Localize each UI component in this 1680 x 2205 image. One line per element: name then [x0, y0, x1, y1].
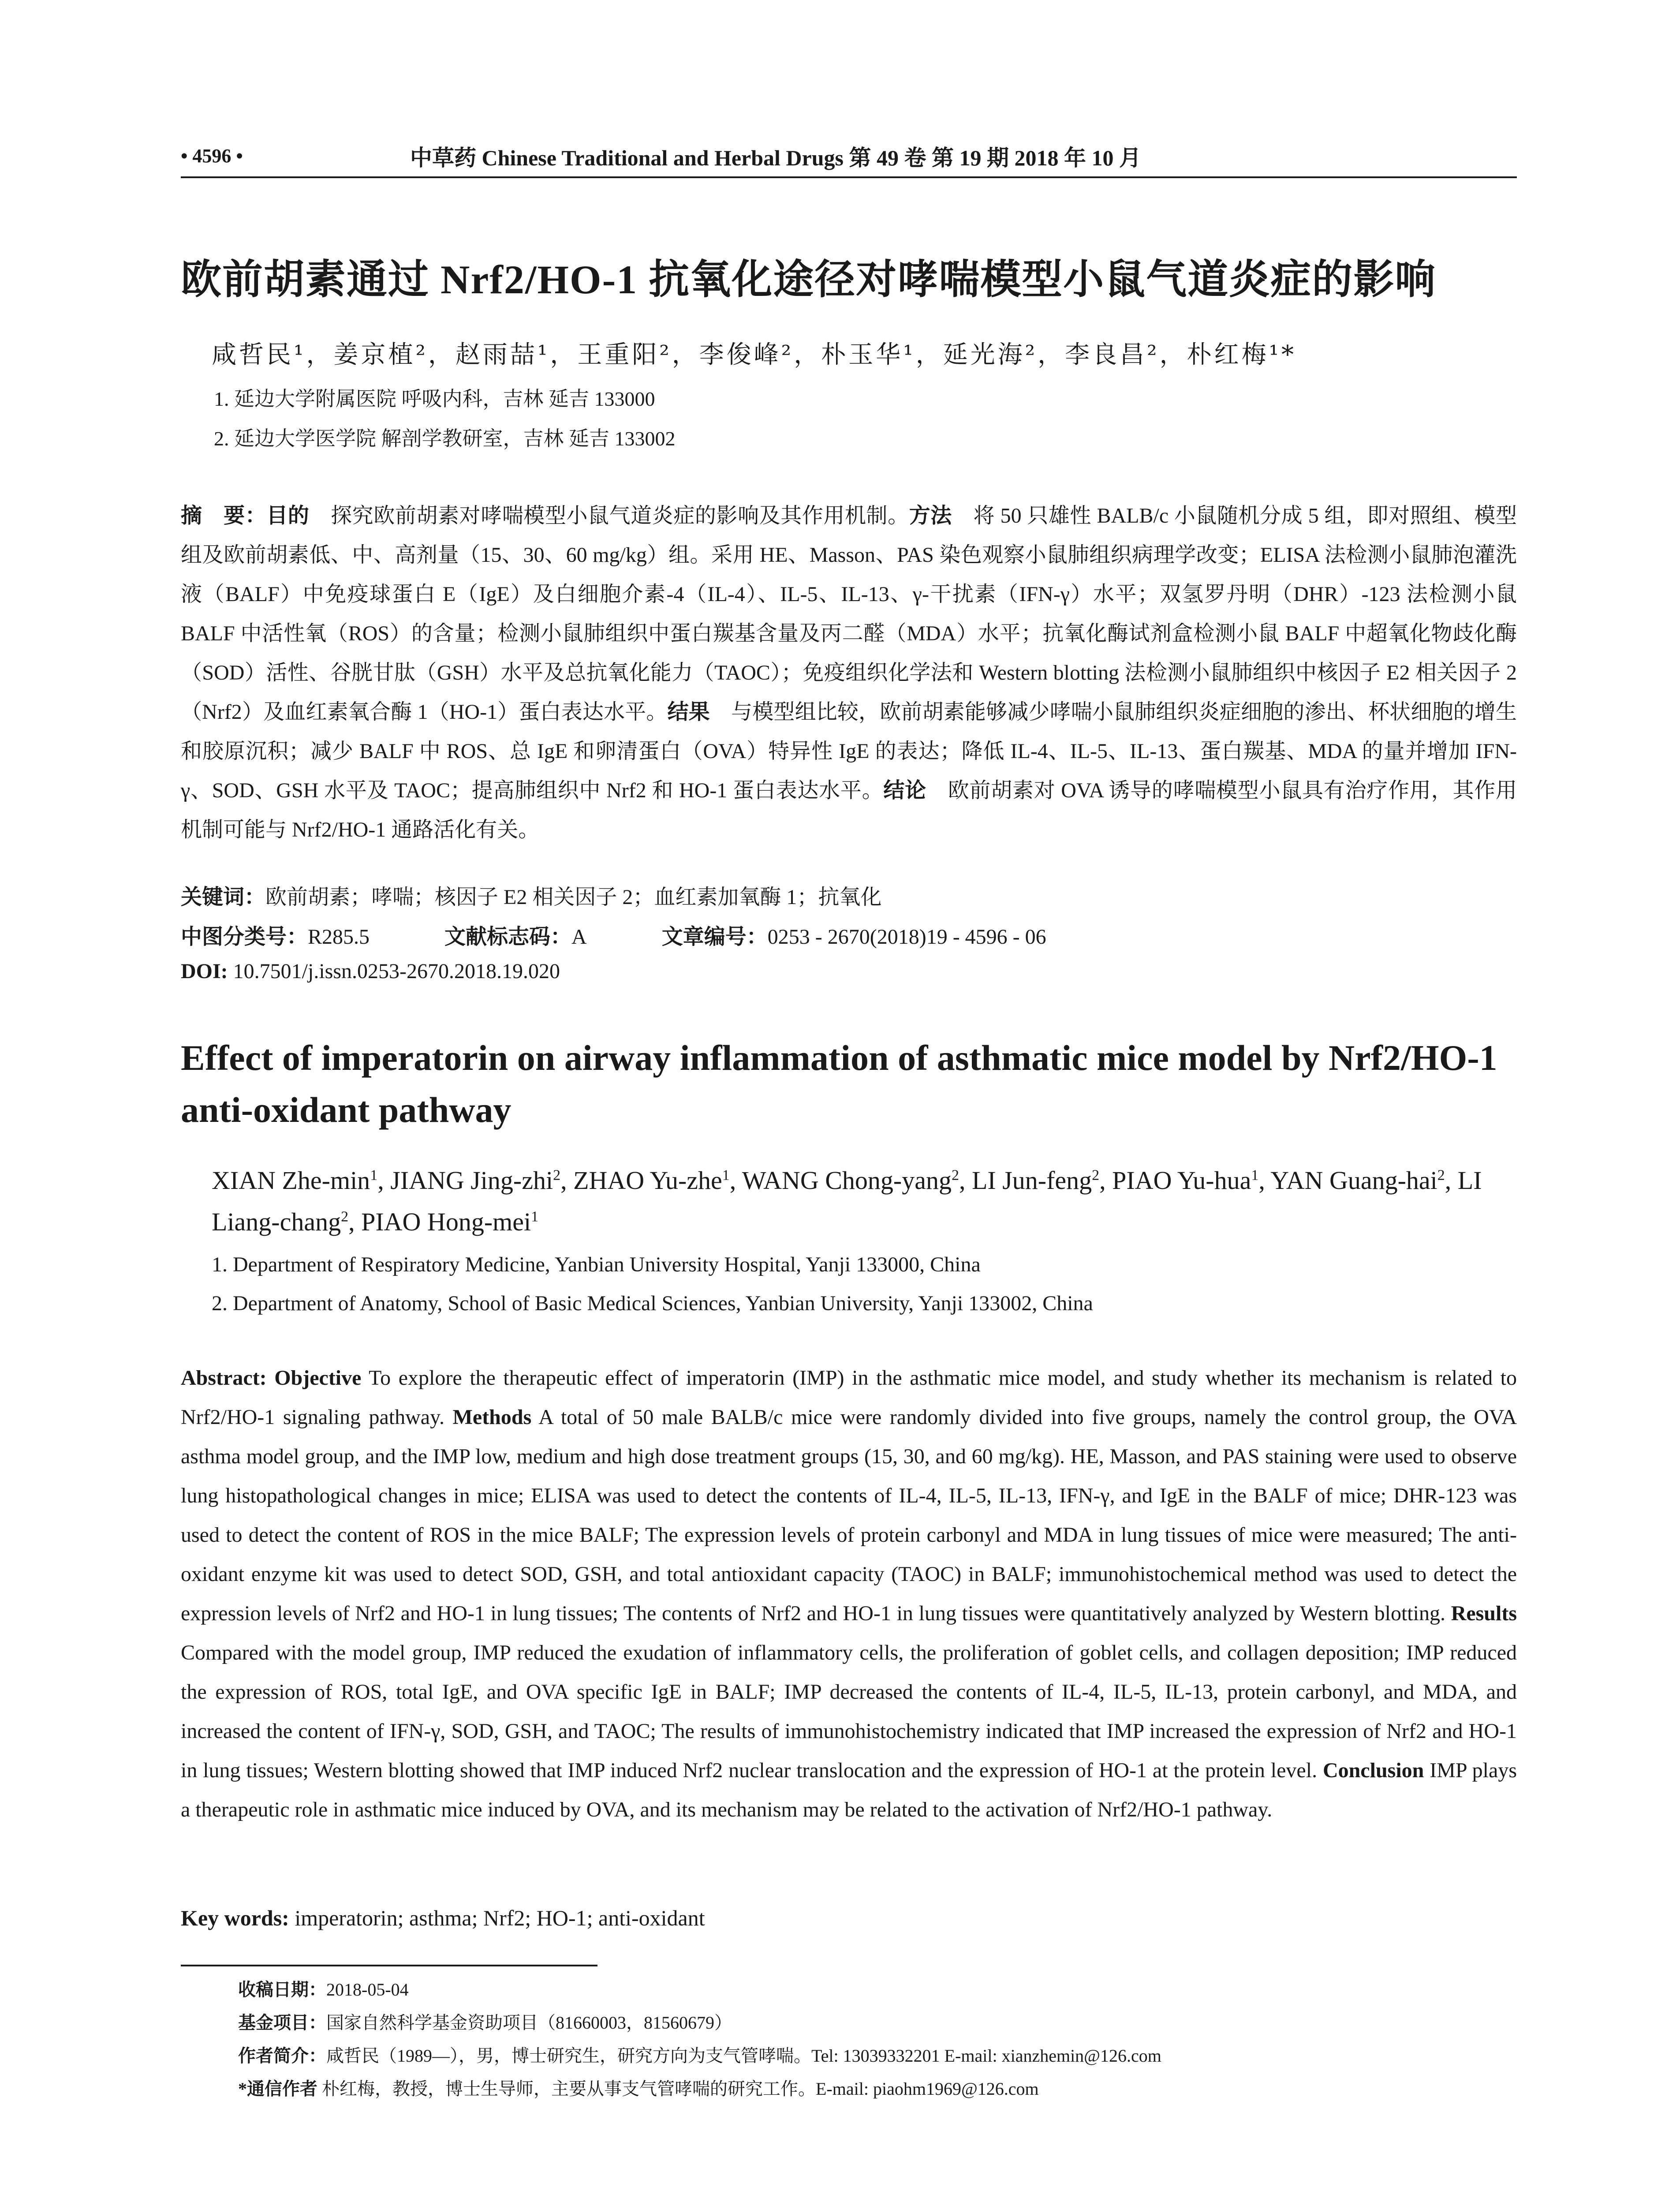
en-affiliation-2: 2. Department of Anatomy, School of Basic Medical Sciences, Yanbian University, Yanji 133002, China: [212, 1292, 1093, 1315]
en-author-name: XIAN Zhe-min: [212, 1166, 370, 1195]
doc-code-label: 文献标志码：: [444, 925, 572, 949]
cn-conclusion: 欧前胡素对 OVA 诱导的哮喘模型小鼠具有治疗作用，其作用机制可能与 Nrf2/HO-1 通路活化有关。: [181, 779, 1517, 841]
cn-results-label: 结果: [667, 700, 710, 724]
cn-abstract: [181, 496, 1517, 849]
footnote-rule: [181, 1965, 597, 1966]
en-keywords: [181, 1905, 705, 1931]
en-author-separator: ,: [1099, 1166, 1113, 1195]
en-author-affiliation-mark: 1: [722, 1167, 730, 1184]
footnote-corresponding: [238, 2075, 1039, 2100]
cn-title: 欧前胡素通过 Nrf2/HO-1 抗氧化途径对哮喘模型小鼠气道炎症的影响: [181, 257, 1437, 302]
corr-value: 朴红梅，教授，博士生导师，主要从事支气管哮喘的研究工作。E-mail: piaohm1969@126.com: [317, 2079, 1039, 2099]
clc-value: R285.5: [308, 925, 370, 949]
en-conclusion: IMP plays a therapeutic role in asthmatic mice induced by OVA, and its mechanism may be related to the activation of Nrf2/HO-1 pathway.: [181, 1759, 1517, 1821]
en-author-affiliation-mark: 1: [370, 1167, 378, 1184]
en-authors: [212, 1160, 1512, 1243]
en-author-separator: ,: [1258, 1166, 1271, 1195]
author-value: 咸哲民（1989—），男，博士研究生，研究方向为支气管哮喘。Tel: 13039332201 E-mail: xianzhemin@126.com: [326, 2046, 1161, 2066]
en-abstract-label: Abstract:: [181, 1366, 267, 1390]
cn-results: 与模型组比较，欧前胡素能够减少哮喘小鼠肺组织炎症细胞的渗出、杯状细胞的增生和胶原沉积；减少 BALF 中 ROS、总 IgE 和卵清蛋白（OVA）特异性 IgE 的表达；降低 IL-4、IL-5、IL-13、蛋白羰基、MDA 的量并增加 IFN-γ、SOD、GSH 水平及 TAOC；提高肺组织中 Nrf2 和 HO-1 蛋白表达水平。: [181, 700, 1517, 802]
cn-affiliation-1: 1. 延边大学附属医院 呼吸内科，吉林 延吉 133000: [214, 388, 655, 410]
en-title: Effect of imperatorin on airway inflammation of asthmatic mice model by Nrf2/HO-1 anti-oxidant pathway: [181, 1038, 1497, 1130]
author-label: 作者简介：: [238, 2046, 326, 2066]
en-author-separator: ,: [560, 1166, 574, 1195]
en-author-name: LI Jun-feng: [971, 1166, 1092, 1195]
doc-code-value: A: [571, 925, 587, 949]
en-author-affiliation-mark: 2: [341, 1208, 349, 1225]
doi-label: DOI:: [181, 960, 228, 983]
en-author-name: PIAO Yu-hua: [1112, 1166, 1251, 1195]
en-author-name: JIANG Jing-zhi: [390, 1166, 553, 1195]
cn-objective: 探究欧前胡素对哮喘模型小鼠气道炎症的影响及其作用机制。: [309, 504, 909, 527]
cn-keywords-label: 关键词：: [181, 886, 266, 909]
en-abstract: [181, 1358, 1517, 1829]
footnote-author: [238, 2042, 1161, 2067]
article-no-value: 0253 - 2670(2018)19 - 4596 - 06: [767, 925, 1046, 949]
en-author-separator: ,: [348, 1207, 362, 1236]
fund-value: 国家自然科学基金资助项目（81660003，81560679）: [326, 2013, 732, 2033]
en-results: Compared with the model group, IMP reduced the exudation of inflammatory cells, the proliferation of goblet cells, and collagen deposition; IMP reduced the expression of ROS, total IgE, and OVA specific IgE in BALF; IMP decreased the contents of IL-4, IL-5, IL-13, protein carbonyl, and MDA, and increased the content of IFN-γ, SOD, GSH, and TAOC; The results of immunohistochemistry indicated that IMP increased the expression of Nrf2 and HO-1 in lung tissues; Western blotting showed that IMP induced Nrf2 nuclear translocation and the expression of HO-1 at the protein level.: [181, 1641, 1517, 1782]
corr-label: *通信作者: [238, 2079, 317, 2099]
en-author-name: WANG Chong-yang: [742, 1166, 952, 1195]
en-author-separator: ,: [959, 1166, 972, 1195]
footnote-received: [238, 1976, 409, 2001]
en-objective-label: Objective: [274, 1366, 362, 1390]
en-methods: A total of 50 male BALB/c mice were randomly divided into five groups, namely the control group, the OVA asthma model group, and the IMP low, medium and high dose treatment groups (15, 30, and 60 mg/kg). HE, Masson, and PAS staining were used to observe lung histopathological changes in mice; ELISA was used to detect the contents of IL-4, IL-5, IL-13, IFN-γ, and IgE in the BALF of mice; DHR-123 was used to detect the content of ROS in the mice BALF; The expression levels of protein carbonyl and MDA in lung tissues of mice were measured; The anti-oxidant enzyme kit was used to detect SOD, GSH, and total antioxidant capacity (TAOC) in BALF; immunohistochemical method was used to detect the expression levels of Nrf2 and HO-1 in lung tissues; The contents of Nrf2 and HO-1 in lung tissues were quantitatively analyzed by Western blotting.: [181, 1405, 1517, 1625]
cn-methods-label: 方法: [909, 504, 952, 527]
fund-label: 基金项目：: [238, 2013, 326, 2033]
cn-affiliation-2: 2. 延边大学医学院 解剖学教研室，吉林 延吉 133002: [214, 427, 676, 450]
en-keywords-label: Key words:: [181, 1906, 289, 1930]
doi-value: 10.7501/j.issn.0253-2670.2018.19.020: [228, 960, 560, 983]
clc-label: 中图分类号：: [181, 925, 308, 949]
en-author-separator: ,: [729, 1166, 742, 1195]
en-author-affiliation-mark: 2: [951, 1167, 959, 1184]
en-author-name: ZHAO Yu-zhe: [573, 1166, 722, 1195]
page-number: • 4596 •: [181, 145, 243, 167]
cn-authors: 咸哲民¹，姜京植²，赵雨喆¹，王重阳²，李俊峰²，朴玉华¹，延光海²，李良昌²，朴红梅¹*: [212, 340, 1297, 369]
cn-classification: [181, 919, 1046, 950]
cn-abstract-label: 摘 要：: [181, 504, 267, 527]
header-rule: [181, 176, 1517, 178]
en-author-affiliation-mark: 2: [1437, 1167, 1445, 1184]
en-conclusion-label: Conclusion: [1322, 1759, 1424, 1782]
cn-conclusion-label: 结论: [883, 779, 926, 802]
journal-header: 中草药 Chinese Traditional and Herbal Drugs 第 49 卷 第 19 期 2018 年 10 月: [410, 146, 1141, 170]
en-author-affiliation-mark: 1: [1251, 1167, 1259, 1184]
en-author-affiliation-mark: 2: [1092, 1167, 1100, 1184]
en-author-name: PIAO Hong-mei: [361, 1207, 531, 1236]
en-affiliation-1: 1. Department of Respiratory Medicine, Yanbian University Hospital, Yanji 133000, China: [212, 1253, 981, 1276]
en-methods-label: Methods: [452, 1405, 532, 1429]
en-author-affiliation-mark: 2: [553, 1167, 561, 1184]
en-author-separator: ,: [377, 1166, 391, 1195]
cn-methods: 将 50 只雄性 BALB/c 小鼠随机分成 5 组，即对照组、模型组及欧前胡素低、中、高剂量（15、30、60 mg/kg）组。采用 HE、Masson、PAS 染色观察小鼠肺组织病理学改变；ELISA 法检测小鼠肺泡灌洗液（BALF）中免疫球蛋白 E（IgE）及白细胞介素-4（IL-4）、IL-5、IL-13、γ-干扰素（IFN-γ）水平；双氢罗丹明（DHR）-123 法检测小鼠 BALF 中活性氧（ROS）的含量；检测小鼠肺组织中蛋白羰基含量及丙二醛（MDA）水平；抗氧化酶试剂盒检测小鼠 BALF 中超氧化物歧化酶（SOD）活性、谷胱甘肽（GSH）水平及总抗氧化能力（TAOC）；免疫组织化学法和 Western blotting 法检测小鼠肺组织中核因子 E2 相关因子 2（Nrf2）及血红素氧合酶 1（HO-1）蛋白表达水平。: [181, 504, 1517, 724]
cn-keywords-text: 欧前胡素；哮喘；核因子 E2 相关因子 2；血红素加氧酶 1；抗氧化: [265, 886, 882, 909]
article-no-label: 文章编号：: [661, 925, 768, 949]
en-author-separator: ,: [1445, 1166, 1458, 1195]
received-label: 收稿日期：: [238, 1980, 326, 1999]
received-value: 2018-05-04: [326, 1980, 409, 1999]
cn-keywords: [181, 880, 881, 910]
en-author-name: LI Liang-chang: [212, 1166, 1482, 1236]
footnote-fund: [238, 2009, 732, 2034]
en-author-name: YAN Guang-hai: [1270, 1166, 1437, 1195]
doi: [181, 959, 560, 983]
en-author-affiliation-mark: 1: [531, 1208, 539, 1225]
en-results-label: Results: [1451, 1602, 1517, 1625]
en-objective: To explore the therapeutic effect of imperatorin (IMP) in the asthmatic mice model, and study whether its mechanism is related to Nrf2/HO-1 signaling pathway.: [181, 1366, 1517, 1429]
cn-objective-label: 目的: [266, 504, 310, 527]
en-keywords-text: imperatorin; asthma; Nrf2; HO-1; anti-oxidant: [289, 1906, 705, 1930]
